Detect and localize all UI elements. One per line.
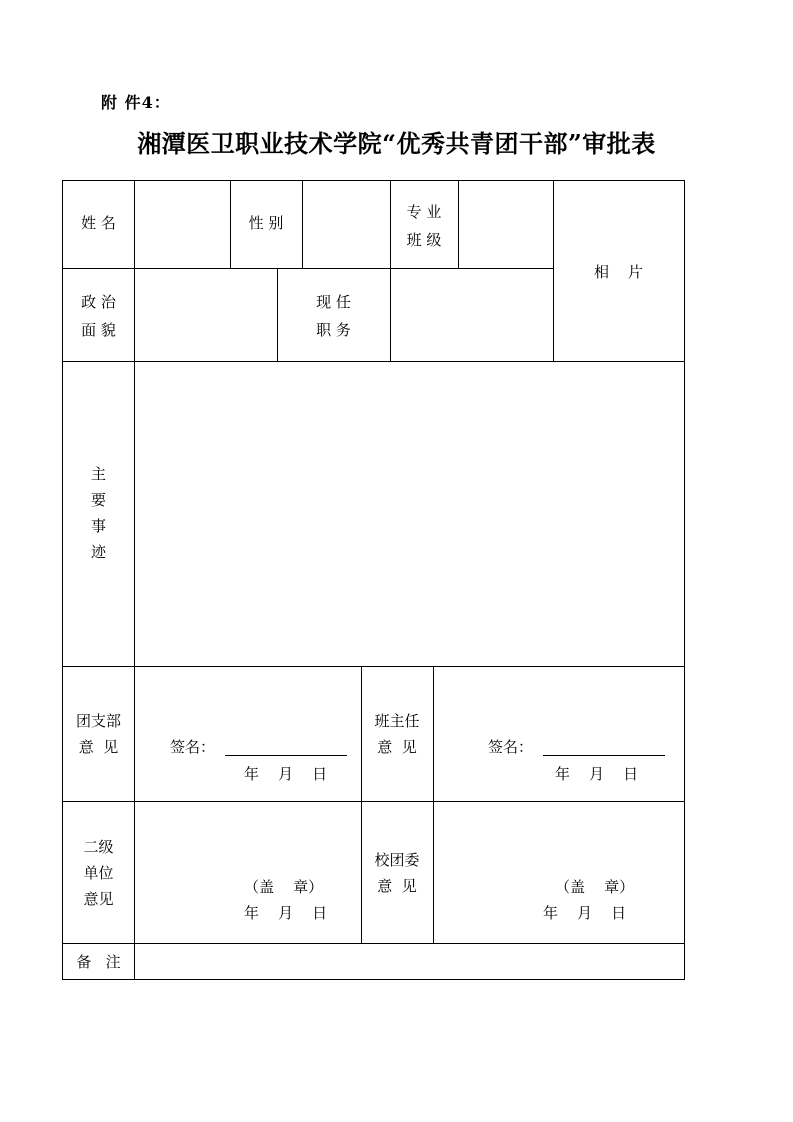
- teacher-signature-line[interactable]: [543, 755, 665, 756]
- position-field[interactable]: [391, 269, 552, 360]
- branch-label-2: 意 见: [78, 738, 119, 756]
- deeds-label: 事: [90, 517, 106, 535]
- branch-signature-line[interactable]: [225, 755, 347, 756]
- secondary-label: 单位: [83, 864, 114, 882]
- attachment-label: 附 件4：: [101, 93, 171, 112]
- secondary-label: 意见: [83, 890, 114, 908]
- secondary-label: 二级: [83, 838, 114, 856]
- major-class-field[interactable]: [459, 182, 552, 267]
- name-field[interactable]: [135, 182, 229, 267]
- league-stamp: （盖 章）: [555, 878, 635, 896]
- class-label: 班 级: [406, 231, 442, 249]
- branch-label: 团支部: [75, 712, 121, 730]
- deeds-label: 要: [90, 491, 106, 509]
- teacher-signature-label: 签名：: [488, 738, 534, 756]
- row-divider: [63, 801, 684, 802]
- col-divider: [433, 666, 434, 943]
- remarks-label: 备 注: [76, 953, 121, 971]
- row-divider: [63, 666, 684, 667]
- deeds-label: 主: [90, 465, 106, 483]
- politics-label-2: 面 貌: [81, 321, 116, 339]
- secondary-stamp: （盖 章）: [244, 878, 324, 896]
- gender-field[interactable]: [303, 182, 389, 267]
- league-committee-label: 校团委: [374, 851, 420, 869]
- position-label-2: 职 务: [316, 321, 351, 339]
- deeds-label: 迹: [90, 543, 106, 561]
- branch-signature-label: 签名：: [170, 738, 216, 756]
- position-label: 现 任: [316, 293, 351, 311]
- secondary-date: 年 月 日: [244, 904, 328, 922]
- major-label: 专 业: [406, 203, 442, 221]
- photo-label: 相 片: [593, 263, 644, 281]
- politics-field[interactable]: [135, 269, 276, 360]
- league-date: 年 月 日: [543, 904, 627, 922]
- teacher-label: 班主任: [374, 712, 420, 730]
- remarks-field[interactable]: [135, 944, 684, 978]
- league-committee-label-2: 意 见: [377, 877, 417, 895]
- form-title: 湘潭医卫职业技术学院“优秀共青团干部”审批表: [137, 129, 656, 158]
- gender-label: 性 别: [248, 214, 284, 232]
- approval-form-table: [62, 180, 685, 980]
- deeds-field[interactable]: [135, 362, 684, 665]
- teacher-label-2: 意 见: [377, 738, 417, 756]
- politics-label: 政 治: [81, 293, 116, 311]
- teacher-date: 年 月 日: [555, 765, 639, 783]
- branch-date: 年 月 日: [244, 765, 328, 783]
- name-label: 姓 名: [81, 214, 116, 232]
